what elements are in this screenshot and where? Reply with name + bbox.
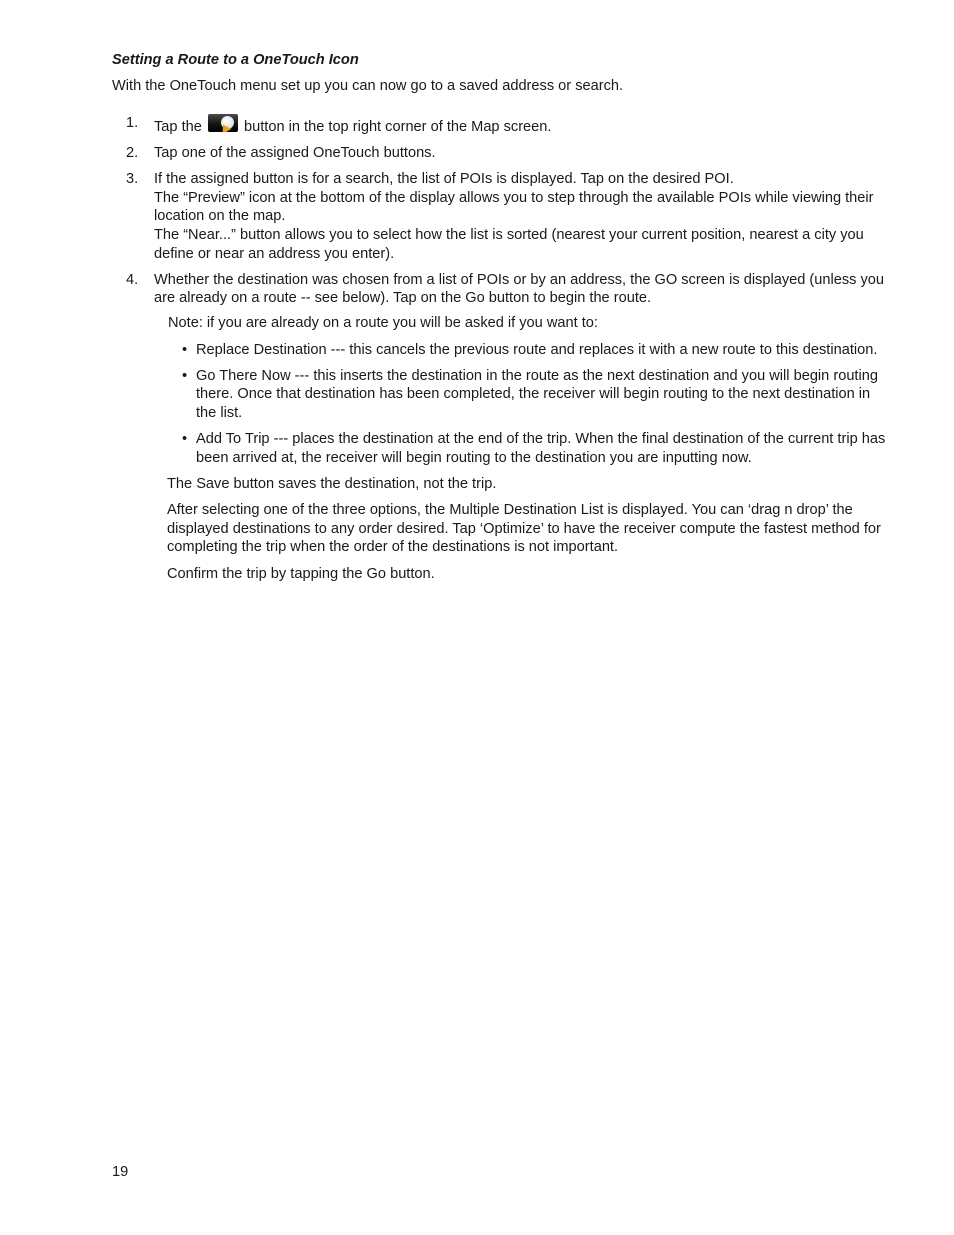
after-selecting-paragraph: After selecting one of the three options, the Multiple Destination List is displayed. You can ‘drag n drop’ the displayed destinations to any order desired. Tap ‘Optimize’ to have the receiver compute the fastest method for completing the trip when the order of the destinations is not important. [167,502,881,556]
list-item [167,430,887,467]
step-number: 2. [126,145,139,162]
list-item [167,367,887,423]
page-number: 19 [112,1164,129,1180]
list-item [167,341,887,360]
bullet-icon: • [182,430,188,447]
bullet-icon: • [182,341,188,358]
step-number: 4. [126,271,139,288]
note-text: Note: if you are already on a route you will be asked if you want to: [168,315,598,331]
list-item [112,170,887,263]
step-text: If the assigned button is for a search, the list of POIs is displayed. Tap on the desired POI. [154,171,734,188]
note-block [167,314,887,592]
option-text: Replace Destination --- this cancels the previous route and replaces it with a new route to this destination. [196,341,878,358]
section-heading: Setting a Route to a OneTouch Icon [112,52,359,68]
option-text: Add To Trip --- places the destination at the end of the trip. When the final destination of the current trip has been arrived at, the receiver will begin routing to the destination you are inputting now. [196,430,886,466]
list-item [112,114,887,137]
confirm-paragraph: Confirm the trip by tapping the Go button. [167,566,435,583]
intro-paragraph: With the OneTouch menu set up you can now go to a saved address or search. [112,78,624,94]
list-item [112,144,887,163]
step-text: Tap one of the assigned OneTouch buttons. [154,145,436,162]
bullet-icon: • [182,367,188,384]
step-text-after-icon: button in the top right corner of the Map screen. [244,119,552,135]
step-number: 1. [126,115,139,131]
list-item [112,271,887,308]
step-near-text: The “Near...” button allows you to select how the list is sorted (nearest your current position, nearest a city you define or near an address you enter). [154,226,864,262]
save-note: The Save button saves the destination, not the trip. [167,475,497,492]
option-text: Go There Now --- this inserts the destination in the route as the next destination and you will begin routing there. Once that destination has been completed, the receiver will begin routing to the next destination in the list. [196,367,878,421]
step-text: Whether the destination was chosen from a list of POIs or by an address, the GO screen is displayed (unless you are already on a route -- see below). Tap on the Go button to begin the route. [154,271,885,307]
options-list [167,341,887,468]
step-text [154,114,887,137]
step-preview-text: The “Preview” icon at the bottom of the display allows you to step through the available POIs while viewing their location on the map. [154,189,874,225]
steps-list [112,114,887,315]
step-text-before-icon: Tap the [154,119,202,135]
step-number: 3. [126,171,139,188]
onetouch-icon [208,114,238,132]
